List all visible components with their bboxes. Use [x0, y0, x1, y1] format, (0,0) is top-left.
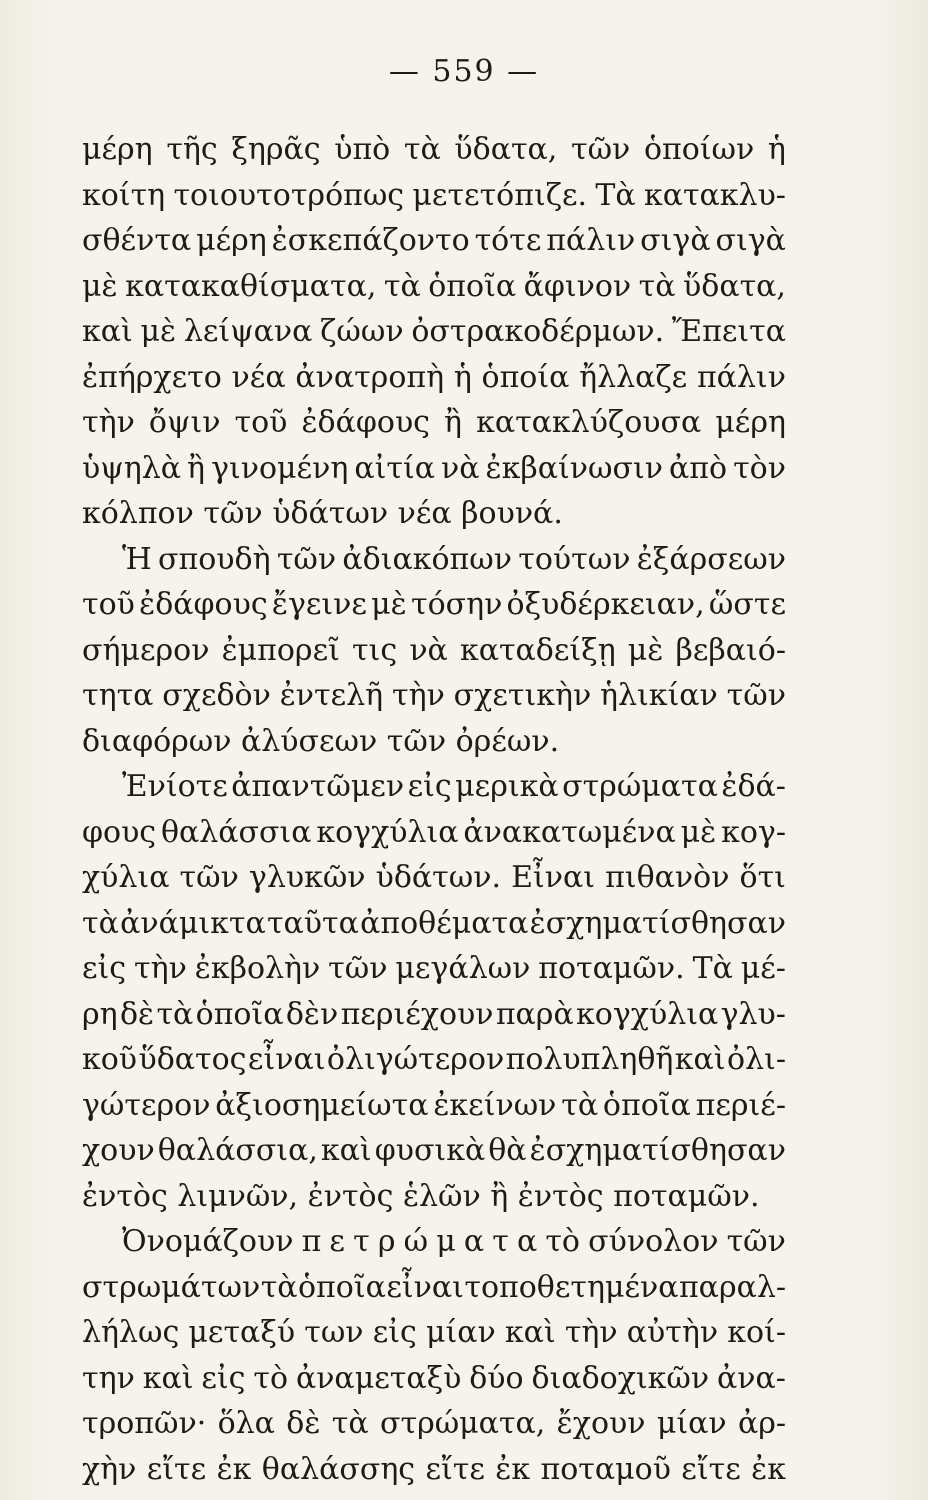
word: μὲ: [680, 814, 717, 850]
word: τῶν: [726, 1224, 786, 1259]
word: Τὰ: [595, 177, 636, 213]
word: ἐμπορεῖ: [221, 632, 340, 668]
word: ἀπὸ: [668, 450, 728, 486]
word: τῶν: [571, 132, 631, 167]
text-line: διαφόρων ἀλύσεων τῶν ὀρέων.: [82, 723, 560, 759]
word: ὀξυδέρκειαν,: [506, 587, 705, 622]
word: ὥστε: [708, 587, 786, 622]
word: σπουδὴ: [158, 541, 271, 577]
text-line: [82, 1083, 786, 1129]
word: ὅλα: [217, 1406, 275, 1441]
word: τούτων: [518, 541, 631, 577]
word: ὁποῖα: [298, 1269, 386, 1305]
word: Εἶναι: [511, 860, 596, 895]
word: την: [82, 1360, 135, 1396]
word: τόσην: [410, 587, 503, 622]
text-line: [82, 901, 786, 947]
word: γλυ-: [720, 996, 786, 1032]
word: μὲ: [140, 314, 177, 349]
word: ἢ: [187, 450, 206, 486]
text-line: [82, 628, 786, 674]
word: ὕδατα,: [454, 132, 558, 167]
word: ὕδατος: [138, 1042, 247, 1077]
text-line: [82, 855, 786, 901]
text-line: [82, 1447, 786, 1493]
text-line: [82, 446, 786, 492]
word: π: [301, 1224, 322, 1259]
word: τ: [492, 1224, 509, 1259]
word: θαλάσσια,: [157, 1133, 318, 1168]
text-line: [82, 264, 786, 310]
word: νὰ: [409, 632, 448, 668]
word: ἐντελῆ: [279, 678, 384, 713]
text-line: [82, 537, 786, 583]
word: ὑψηλὰ: [82, 450, 182, 486]
text-line: [82, 673, 786, 719]
word: τις: [352, 632, 398, 668]
word: α: [463, 1224, 485, 1259]
word: ἡλικίαν: [600, 678, 718, 713]
word: τ: [353, 1224, 370, 1259]
word: ἐπήρχετο: [82, 359, 222, 395]
word: ὑπὸ: [334, 132, 391, 167]
word: χουν: [82, 1133, 155, 1168]
word: μεταξύ: [188, 1315, 296, 1350]
word: τοποθετημένα: [464, 1269, 679, 1305]
text-line: κόλπον τῶν ὑδάτων νέα βουνά.: [82, 496, 563, 531]
word: κογχύλια: [576, 996, 719, 1032]
word: φυσικὰ: [374, 1133, 486, 1168]
word: πάλιν: [696, 359, 786, 395]
word: γινομένη: [211, 450, 349, 486]
word: τῶν: [179, 860, 239, 895]
word: θαλάσσης: [261, 1451, 416, 1487]
word: τὰ: [403, 132, 441, 167]
word: χύλια: [82, 860, 170, 895]
word: ὁποία: [481, 359, 570, 395]
word: τὰ: [331, 1406, 369, 1441]
word: Ἐνίοτε: [122, 769, 228, 804]
word: τροπῶν·: [82, 1406, 207, 1441]
word: μὲ: [371, 587, 407, 622]
text-line: [82, 1310, 786, 1356]
word: ἐκείνων: [433, 1087, 557, 1123]
word: σύνολον: [588, 1224, 719, 1259]
word: λείψανα: [183, 314, 313, 349]
word: ἀξιοσημείωτα: [215, 1087, 429, 1123]
word: ὅτι: [739, 860, 786, 895]
word: καὶ: [674, 1042, 726, 1077]
word: ἀνα-: [717, 1360, 786, 1396]
word: δὲ: [286, 1406, 321, 1441]
word: ἀδιακόπων: [342, 541, 512, 577]
word: ὄψιν: [148, 405, 221, 440]
word: στρώματα: [562, 769, 718, 804]
word: καὶ: [82, 314, 133, 349]
word: τὴν: [82, 405, 135, 440]
word: μίαν: [656, 1406, 727, 1441]
text-line: [82, 218, 786, 264]
word: ὀλιγώτερον: [326, 1042, 505, 1077]
word: νὰ: [441, 450, 480, 486]
word: τῶν: [328, 951, 388, 986]
text-line: ἐντὸς λιμνῶν, ἐντὸς ἑλῶν ἢ ἐντὸς ποταμῶν.: [82, 1178, 760, 1214]
word: ζώων: [320, 314, 404, 349]
word: των: [304, 1315, 364, 1350]
word: κογ-: [721, 814, 786, 850]
word: τὴν: [134, 951, 187, 986]
word: εἴτε: [425, 1451, 485, 1487]
word: ἀρ-: [737, 1406, 786, 1441]
text-line: [82, 946, 786, 992]
word: ἔχουν: [556, 1406, 646, 1441]
text-line: [82, 1401, 786, 1447]
word: ἐδά-: [721, 769, 786, 804]
word: τὰ: [82, 905, 119, 941]
word: σχετικὴν: [453, 678, 592, 713]
word: χὴν: [82, 1451, 137, 1487]
text-line: [82, 992, 786, 1038]
word: ὑδάτων.: [375, 860, 502, 895]
word: ὁποῖα: [428, 268, 517, 304]
word: ξηρᾶς: [231, 132, 321, 167]
word: καταδείξῃ: [459, 632, 616, 668]
word: γώτερον: [82, 1087, 211, 1123]
word: ἐκβολὴν: [194, 951, 321, 986]
word: ὁποίων: [643, 132, 755, 167]
text-line: [82, 1219, 786, 1265]
word: ἤλλαζε: [579, 359, 688, 395]
word: ὕδατα,: [683, 268, 786, 304]
word: καὶ: [142, 1360, 194, 1396]
word: ἀπαντῶμεν: [231, 769, 405, 804]
text-line: [82, 400, 786, 446]
word: ἐδάφους: [139, 587, 268, 622]
word: θὰ: [488, 1133, 527, 1168]
word: ἀναμεταξὺ: [295, 1360, 462, 1396]
word: εἴτε: [146, 1451, 207, 1487]
word: μέ-: [740, 951, 786, 986]
word: δύο: [469, 1360, 524, 1396]
word: μὲ: [627, 632, 664, 668]
word: ἡ: [767, 132, 786, 167]
word: τῶν: [276, 541, 337, 577]
word: αὐτὴν: [626, 1315, 719, 1350]
word: στρωμάτων: [82, 1269, 261, 1305]
word: ὁποῖα: [195, 996, 284, 1032]
word: ποταμοῦ: [540, 1451, 671, 1487]
word: ἐκβαίνωσιν: [485, 450, 663, 486]
word: μεγάλων: [395, 951, 531, 986]
text-line: [82, 1356, 786, 1402]
word: περιέ-: [695, 1087, 786, 1123]
word: τὸν: [733, 450, 786, 486]
word: θαλάσσια: [160, 814, 312, 850]
word: Ἔπειτα: [671, 314, 786, 349]
word: σήμερον: [82, 632, 210, 668]
word: ὀστρακοδέρμων.: [411, 314, 665, 349]
word: μὲ: [82, 268, 118, 304]
word: κατακλυ-: [643, 177, 786, 213]
word: μίαν: [425, 1315, 496, 1350]
word: ρη: [82, 996, 118, 1032]
word: τὰ: [156, 996, 194, 1032]
word: κογχύλια: [316, 814, 459, 850]
word: εἰς: [82, 951, 127, 986]
word: τότε: [474, 223, 542, 258]
word: ὁποῖα: [602, 1087, 691, 1123]
word: κοί-: [727, 1315, 786, 1350]
word: τὴν: [392, 678, 445, 713]
word: κατακλύζουσα: [476, 405, 702, 440]
word: μέρη: [196, 223, 267, 258]
text-line: [82, 764, 786, 810]
word: τὴν: [564, 1315, 618, 1350]
word: τὰ: [561, 1087, 599, 1123]
word: εἰς: [372, 1315, 417, 1350]
word: κατακαθίσματα,: [125, 268, 377, 304]
word: ἢ: [444, 405, 463, 440]
word: α: [516, 1224, 538, 1259]
word: τῆς: [166, 132, 218, 167]
word: ἀνάμικτα: [120, 905, 266, 941]
word: ἐκ: [495, 1451, 531, 1487]
word: παραλ-: [678, 1269, 786, 1305]
word: ἀποθέματα: [360, 905, 529, 941]
text-line: [82, 309, 786, 355]
word: σθέντα: [82, 223, 192, 258]
word: ἔγεινε: [271, 587, 367, 622]
word: ἐσχηματίσθησαν: [529, 905, 786, 941]
word: τὰ: [383, 268, 421, 304]
word: τοῦ: [82, 587, 135, 622]
word: μετετόπιζε.: [412, 177, 588, 213]
word: ἐξάρσεων: [636, 541, 786, 577]
word: δὲν: [285, 996, 339, 1032]
word: τητα: [82, 678, 154, 713]
word: ρ: [377, 1224, 396, 1259]
word: διαδοχικῶν: [531, 1360, 710, 1396]
word: ἐκ: [216, 1451, 252, 1487]
word: εἰς: [407, 769, 452, 804]
word: καὶ: [504, 1315, 556, 1350]
word: ἡ: [453, 359, 472, 395]
word: παρὰ: [495, 996, 574, 1032]
word: πάλιν: [546, 223, 636, 258]
word: καὶ: [320, 1133, 372, 1168]
word: ὀλι-: [726, 1042, 786, 1077]
word: τοῦ: [234, 405, 288, 440]
word: τὰ: [260, 1269, 298, 1305]
word: πολυπληθῆ: [505, 1042, 674, 1077]
word: ποταμῶν.: [538, 951, 685, 986]
word: βεβαιό-: [675, 632, 786, 668]
word: μέρη: [715, 405, 786, 440]
word: κοίτη: [82, 177, 166, 213]
word: νέα: [231, 359, 286, 395]
word: εἶναι: [247, 1042, 326, 1077]
word: αἰτία: [354, 450, 435, 486]
word: εἰς: [201, 1360, 246, 1396]
word: τῶν: [726, 678, 786, 713]
word: σιγὰ: [715, 223, 786, 258]
text-line: [82, 1128, 786, 1174]
word: ώ: [403, 1224, 429, 1259]
word: ε: [329, 1224, 345, 1259]
word: ἀνατροπὴ: [295, 359, 445, 395]
word: εἶναι: [386, 1269, 464, 1305]
word: σιγὰ: [640, 223, 711, 258]
word: δὲ: [119, 996, 155, 1032]
word: ἄφινον: [523, 268, 632, 304]
word: μέρη: [82, 132, 153, 167]
word: κοῦ: [82, 1042, 138, 1077]
word: σχεδὸν: [162, 678, 271, 713]
word: μερικὰ: [455, 769, 559, 804]
word: φους: [82, 814, 157, 850]
word: τοιουτοτρόπως: [173, 177, 405, 213]
word: τὸ: [253, 1360, 289, 1396]
word: τὰ: [638, 268, 676, 304]
word: ἐσχηματίσθησαν: [529, 1133, 786, 1168]
word: ἐκ: [751, 1451, 786, 1487]
body-text: [82, 127, 786, 1492]
word: Τὰ: [692, 951, 733, 986]
text-line: [82, 1265, 786, 1311]
text-line: [82, 127, 786, 173]
word: περιέχουν: [340, 996, 494, 1032]
word: Ὀνομάζουν: [122, 1224, 294, 1259]
word: εἴτε: [681, 1451, 741, 1487]
word: ἐσκεπάζοντο: [271, 223, 470, 258]
word: ἀνακατωμένα: [463, 814, 676, 850]
word: ταῦτα: [266, 905, 359, 941]
word: στρώματα,: [380, 1406, 546, 1441]
word: γλυκῶν: [248, 860, 366, 895]
word: τὸ: [545, 1224, 580, 1259]
text-line: [82, 1037, 786, 1083]
word: πιθανὸν: [605, 860, 730, 895]
word: ἐδάφους: [301, 405, 430, 440]
page-number: — 559 —: [388, 54, 540, 89]
text-line: [82, 355, 786, 401]
word: Ἡ: [122, 541, 152, 577]
text-line: [82, 582, 786, 628]
text-line: [82, 810, 786, 856]
text-line: [82, 173, 786, 219]
word: μ: [436, 1224, 456, 1259]
word: λήλως: [82, 1315, 180, 1350]
